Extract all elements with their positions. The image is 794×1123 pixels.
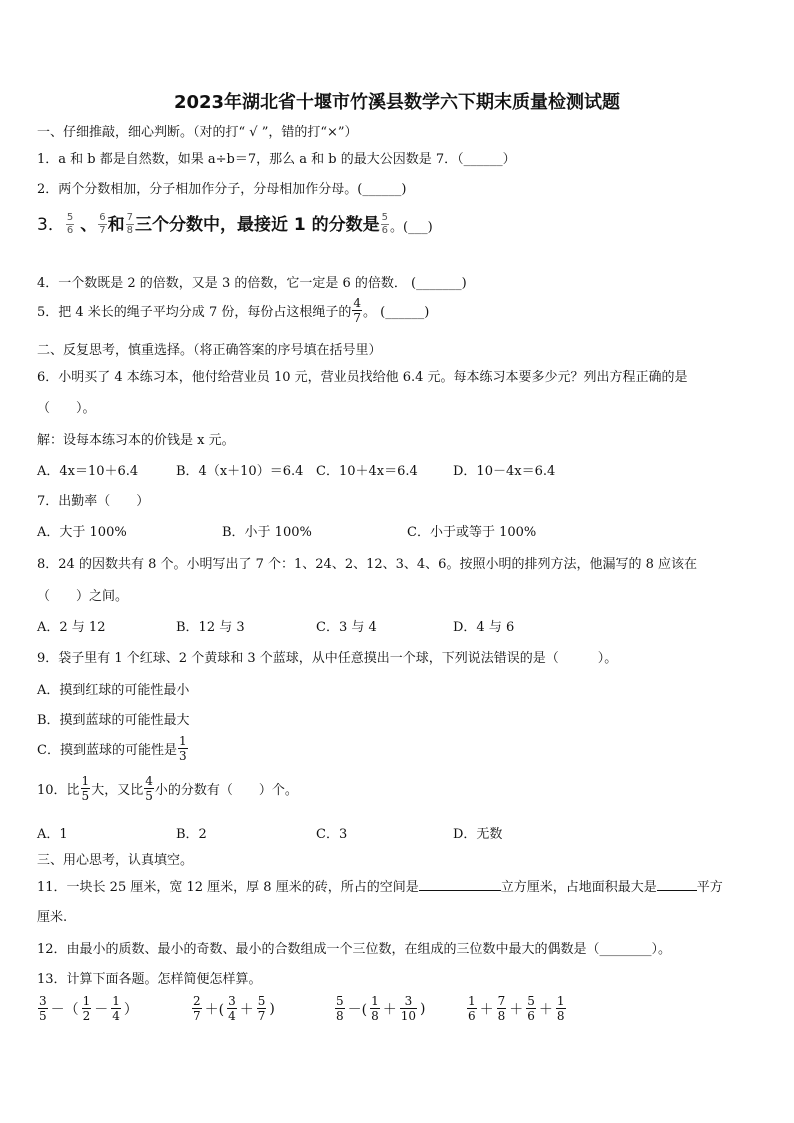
fraction: $\frac{3}{10}$	[400, 994, 417, 1023]
question-1: 1．a 和 b 都是自然数，如果 a÷b＝7，那么 a 和 b 的最大公因数是 7．（______）	[37, 152, 516, 167]
fraction: $\frac{7}{8}$	[497, 994, 506, 1023]
operator: －(	[347, 1001, 368, 1018]
operator: ＋(	[204, 1001, 225, 1018]
fraction: $\frac{1}{4}$	[112, 994, 120, 1023]
fraction: $\frac{1}{8}$	[556, 994, 565, 1023]
answer-blank	[657, 878, 697, 891]
question-5	[37, 296, 429, 325]
fraction-7-8: $\frac{7}{8}$	[126, 212, 133, 236]
operator: )	[269, 1000, 275, 1017]
q9-option-c-text: C．摸到蓝球的可能性是	[37, 743, 177, 758]
question-8: 8．24 的因数共有 8 个。小明写出了 7 个：1、24、2、12、3、4、6。按照小明的排列方法，他漏写的 8 应该在	[37, 557, 697, 572]
question-5-tail: 。 (______)	[362, 305, 430, 320]
fraction: $\frac{5}{8}$	[336, 994, 344, 1023]
q10-option-b: B．2	[176, 827, 207, 842]
fraction: $\frac{3}{4}$	[228, 994, 236, 1023]
operator: ＋	[239, 1001, 254, 1018]
answer-blank	[419, 878, 501, 891]
fraction: $\frac{1}{8}$	[371, 994, 379, 1023]
fraction: $\frac{5}{7}$	[257, 994, 266, 1023]
q10-option-d: D．无数	[453, 827, 503, 842]
operator: ＋	[479, 1001, 494, 1018]
question-10-text: 10．比	[37, 783, 80, 798]
question-2: 2．两个分数相加，分子相加作分子，分母相加作分母。(______)	[37, 182, 407, 197]
calc-expression-4	[466, 994, 567, 1023]
question-11-mid: 立方厘米，占地面积最大是	[500, 880, 657, 895]
q8-option-c: C．3 与 4	[316, 620, 377, 635]
question-8-paren: （ ）之间。	[37, 589, 129, 604]
operator: －	[94, 1001, 109, 1018]
fraction: $\frac{2}{7}$	[193, 994, 201, 1023]
question-5-text: 5．把 4 米长的绳子平均分成 7 份，每份占这根绳子的	[37, 305, 352, 320]
q8-option-a: A．2 与 12	[37, 620, 106, 635]
question-11	[37, 876, 723, 895]
question-6-solution: 解：设每本练习本的价钱是 x 元。	[37, 433, 235, 448]
fraction: $\frac{1}{2}$	[82, 994, 91, 1023]
q7-option-b: B．小于 100%	[222, 525, 312, 540]
q7-option-c: C．小于或等于 100%	[407, 525, 537, 540]
q8-option-b: B．12 与 3	[176, 620, 245, 635]
fraction: $\frac{5}{6}$	[527, 994, 535, 1023]
and-word: 和	[107, 215, 125, 235]
question-10-mid: 大，又比	[91, 783, 144, 798]
q9-option-c	[37, 734, 189, 763]
fraction-4-5: $\frac{4}{5}$	[145, 774, 153, 803]
q10-option-c: C．3	[316, 827, 348, 842]
q10-option-a: A．1	[37, 827, 68, 842]
q6-option-c: C．10＋4x＝6.4	[316, 464, 418, 479]
section-2-heading: 二、反复思考，慎重选择。（将正确答案的序号填在括号里）	[37, 343, 382, 358]
fraction-6-7: $\frac{6}{7}$	[99, 212, 106, 236]
operator: ＋	[538, 1001, 553, 1018]
q6-option-d: D．10－4x＝6.4	[453, 464, 556, 479]
question-9: 9．袋子里有 1 个红球、2 个黄球和 3 个蓝球，从中任意摸出一个球，下列说法错误的是（ ）。	[37, 651, 618, 666]
q9-option-b: B．摸到蓝球的可能性最大	[37, 713, 190, 728]
q6-option-a: A．4x＝10＋6.4	[37, 464, 139, 479]
fraction: $\frac{3}{5}$	[39, 994, 47, 1023]
operator: )	[420, 1000, 426, 1017]
question-11-unit: 平方	[696, 880, 723, 895]
question-11-text: 11．一块长 25 厘米，宽 12 厘米，厚 8 厘米的砖，所占的空间是	[37, 880, 419, 895]
question-13: 13．计算下面各题。怎样简便怎样算。	[37, 972, 262, 987]
operator: ＋	[509, 1001, 524, 1018]
question-3-number: 3．	[37, 215, 65, 235]
operator: ）	[123, 1001, 138, 1018]
question-11-cont: 厘米.	[37, 910, 68, 925]
question-3-tail: 。(___)	[390, 220, 433, 235]
page-title: 2023年湖北省十堰市竹溪县数学六下期末质量检测试题	[173, 92, 621, 113]
question-4: 4．一个数既是 2 的倍数，又是 3 的倍数，它一定是 6 的倍数． (_______)	[37, 276, 467, 291]
fraction-1-5: $\frac{1}{5}$	[81, 774, 90, 803]
fraction-5-6-answer: $\frac{5}{6}$	[381, 212, 388, 236]
q7-option-a: A．大于 100%	[37, 525, 127, 540]
calc-expression-2	[191, 994, 277, 1023]
operator: ＋	[382, 1001, 397, 1018]
q8-option-d: D．4 与 6	[453, 620, 515, 635]
operator: －（	[50, 1001, 79, 1018]
fraction-1-3: $\frac{1}{3}$	[178, 734, 187, 763]
q9-option-a: A．摸到红球的可能性最小	[37, 683, 190, 698]
calc-expression-1	[37, 994, 140, 1023]
question-6-paren: （ ）。	[37, 401, 96, 416]
section-3-heading: 三、用心思考，认真填空。	[37, 853, 194, 868]
question-7: 7．出勤率（ ）	[37, 494, 150, 509]
question-3-text: 三个分数中，最接近 1 的分数是	[134, 215, 380, 235]
fraction-4-7: $\frac{4}{7}$	[353, 296, 361, 325]
question-12: 12．由最小的质数、最小的奇数、最小的合数组成一个三位数，在组成的三位数中最大的偶数是（________）。	[37, 942, 672, 957]
fraction-5-6: $\frac{5}{6}$	[66, 212, 74, 236]
question-3	[37, 210, 433, 237]
question-6: 6．小明买了 4 本练习本，他付给营业员 10 元，营业员找给他 6.4 元。每本练习本要多少元？列出方程正确的是	[37, 370, 688, 385]
q6-option-b: B．4（x＋10）＝6.4	[176, 464, 304, 479]
question-10	[37, 774, 298, 803]
section-1-heading: 一、仔细推敲，细心判断。（对的打“ √ ”，错的打“×”）	[37, 125, 358, 140]
separator: 、	[80, 215, 98, 235]
question-10-tail: 小的分数有（ ）个。	[154, 783, 298, 798]
fraction: $\frac{1}{6}$	[468, 994, 476, 1023]
calc-expression-3	[334, 994, 428, 1023]
